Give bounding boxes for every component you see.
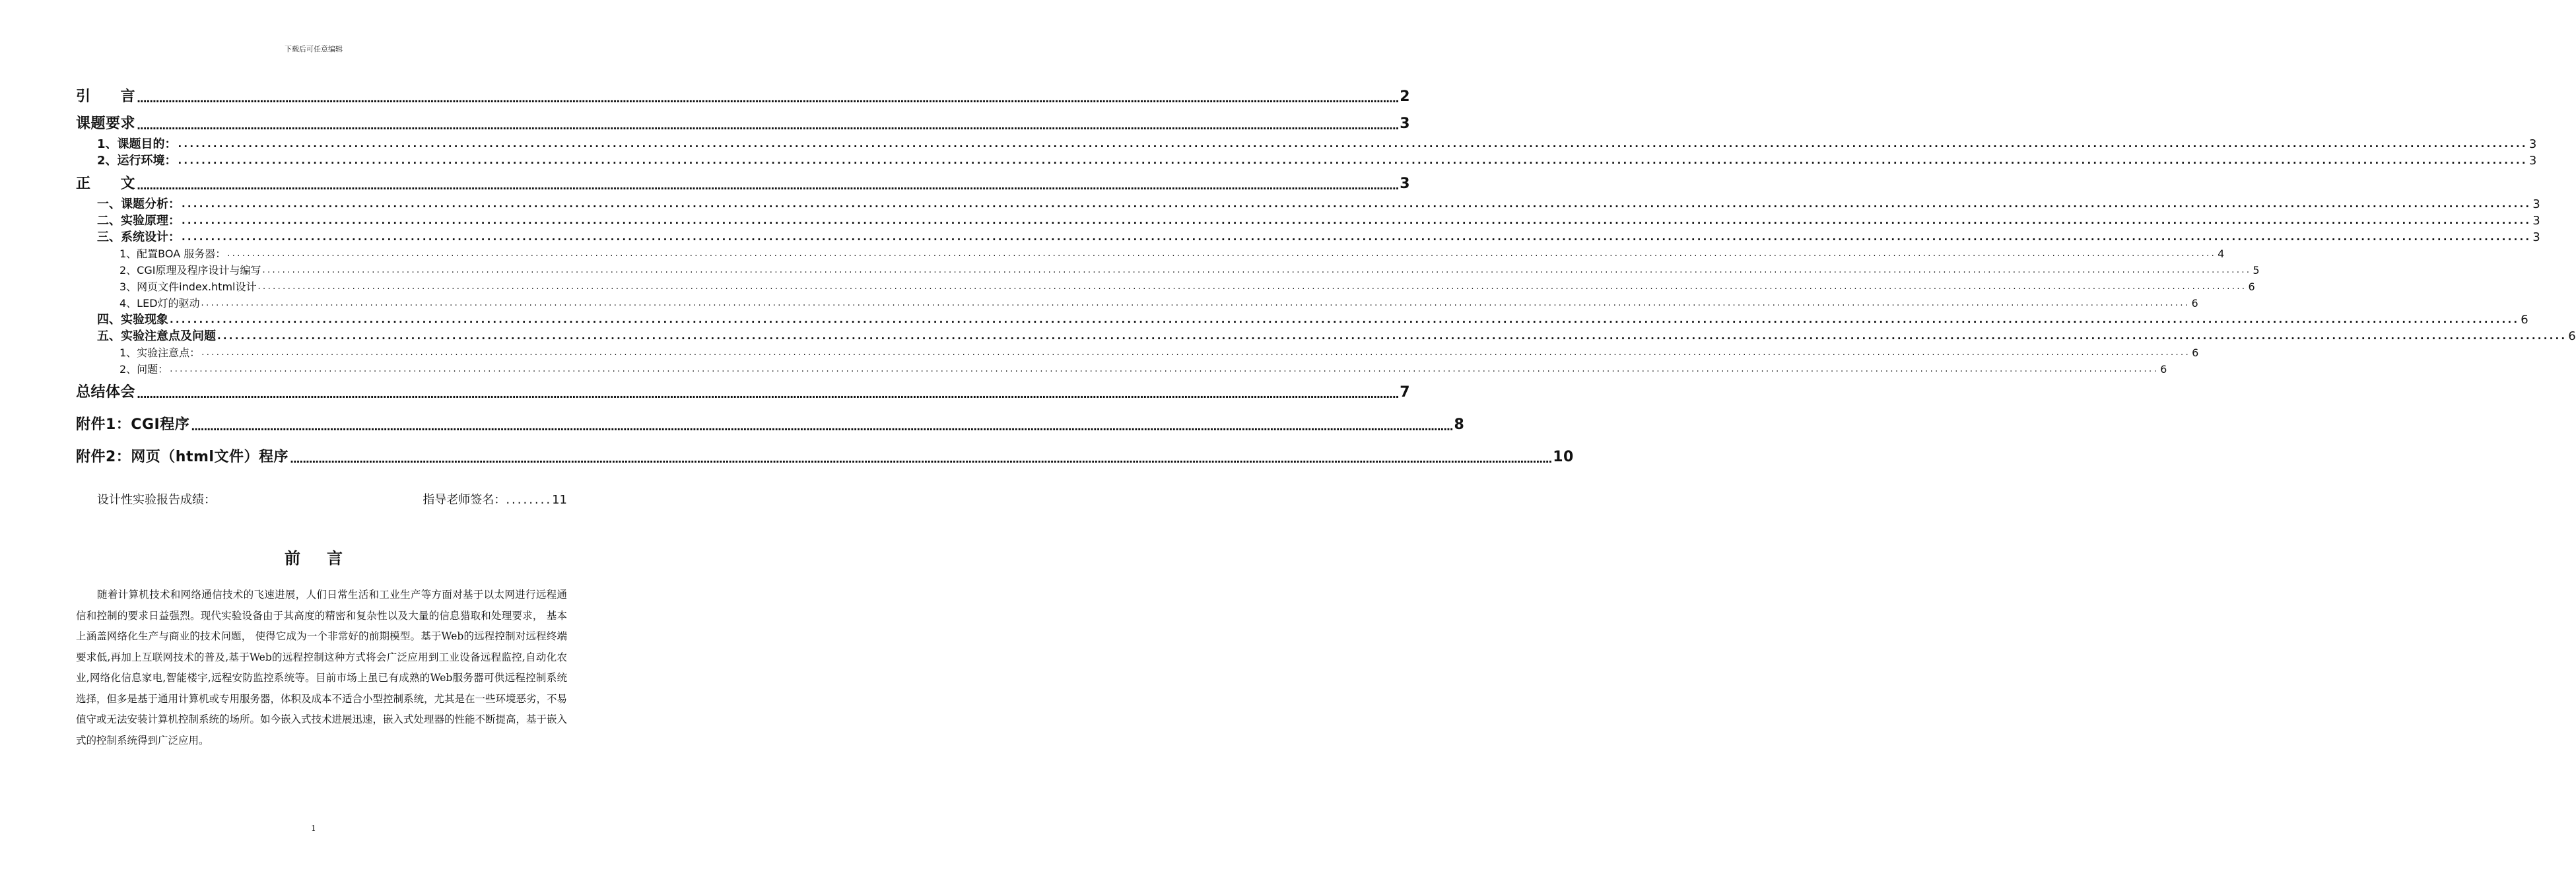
toc-entry-appendix-1[interactable] xyxy=(76,412,1465,437)
grade-signature-row xyxy=(97,491,567,509)
toc-leader: ................................................................................................................................................................................................................................................................................................................................................................................................................ xyxy=(201,348,2191,358)
toc-label: 引 言 xyxy=(76,88,136,105)
toc-label: 1、实验注意点： xyxy=(119,346,201,359)
body-paragraph: 随着计算机技术和网络通信技术的飞速进展，人们日常生活和工业生产等方面对基于以太网进行远程通信和控制的要求日益强烈。现代实验设备由于其高度的精密和复杂性以及大量的信息猎取和处理要求， 基本上涵盖网络化生产与商业的技术问题， 使得它成为一个非常好的前期模型。基于Web的远程控制对远程终端要求低,再加上互联网技术的普及,基于Web的远程控制这种方式将会广泛应用到工业设备远程监控,自动化农业,网络化信息家电,智能楼宇,远程安防监控系统等。目前市场上虽已有成熟的Web服务器可供远程控制系统选择，但多是基于通用计算机或专用服务器，体积及成本不适合小型控制系统，尤其是在一些环境恶劣，不易值守或无法安装计算机控制系统的场所。如今嵌入式技术进展迅速，嵌入式处理器的性能不断提高，基于嵌入式的控制系统得到广泛应用。 xyxy=(76,589,568,746)
toc-entry-appendix-2[interactable] xyxy=(76,445,1574,469)
header-note: 下载后可任意编辑 xyxy=(285,45,343,53)
signature-page: 11 xyxy=(552,493,567,507)
toc-leader: ................................................................................................................................................................................................................................................................................................................................................................................................................ xyxy=(137,92,1399,105)
toc-entry-analysis[interactable] xyxy=(76,196,2540,213)
toc-entry-system-design[interactable] xyxy=(76,229,2540,246)
toc-entry-preface[interactable] xyxy=(76,84,1411,109)
toc-page: 10 xyxy=(1553,449,1574,465)
toc-leader: ................................................................................................................................................................................................................................................................................................................................................................................................................ xyxy=(178,138,2528,150)
toc-page: 3 xyxy=(2528,154,2537,168)
toc-page: 6 xyxy=(2248,280,2255,293)
toc-leader: ................................................................................................................................................................................................................................................................................................................................................................................................................ xyxy=(182,214,2532,226)
toc-entry-issues[interactable] xyxy=(76,361,2167,378)
toc-label: 3、网页文件index.html设计 xyxy=(119,280,257,293)
toc-page: 8 xyxy=(1454,416,1465,433)
toc-leader: ................................................................................................................................................................................................................................................................................................................................................................................................................ xyxy=(227,249,2217,259)
toc-label: 四、实验现象 xyxy=(97,313,168,327)
toc-label: 三、系统设计： xyxy=(97,230,180,244)
toc-leader: ................................................................................................................................................................................................................................................................................................................................................................................................................ xyxy=(217,330,2567,342)
signature-entry[interactable] xyxy=(423,491,567,509)
toc-page: 2 xyxy=(1400,88,1411,105)
toc-label: 2、运行环境： xyxy=(97,154,177,168)
toc-page: 6 xyxy=(2521,313,2528,327)
toc-entry-summary[interactable] xyxy=(76,380,1411,405)
section-title: 前言 xyxy=(285,549,369,568)
toc-leader: ................................................................................................................................................................................................................................................................................................................................................................................................................ xyxy=(137,119,1399,132)
toc-page: 3 xyxy=(2532,197,2540,211)
toc-leader: ................................................................................................................................................................................................................................................................................................................................................................................................................ xyxy=(182,198,2532,210)
toc-label: 1、课题目的： xyxy=(97,137,177,151)
toc-label: 附件2：网页（html文件）程序 xyxy=(76,449,288,465)
toc-entry-notes[interactable] xyxy=(76,345,2199,361)
toc-leader: ................................................................................................................................................................................................................................................................................................................................................................................................................ xyxy=(191,420,1453,433)
toc-label: 1、配置BOA 服务器： xyxy=(119,247,226,260)
toc-page: 3 xyxy=(2532,214,2540,228)
toc-leader: ................................................................................................................................................................................................................................................................................................................................................................................................................ xyxy=(257,282,2247,292)
toc-entry-main-text[interactable] xyxy=(76,172,1411,196)
toc-label: 一、课题分析： xyxy=(97,197,180,211)
toc-leader: ................................................................................................................................................................................................................................................................................................................................................................................................................ xyxy=(262,265,2252,275)
toc-page: 4 xyxy=(2218,247,2225,260)
toc-label: 总结体会 xyxy=(76,384,136,401)
toc-entry-index-html[interactable] xyxy=(76,279,2255,295)
toc-leader: ................................................................................................................................................................................................................................................................................................................................................................................................................ xyxy=(182,231,2532,243)
toc-leader: ................................................................................................................................................................................................................................................................................................................................................................................................................ xyxy=(201,298,2190,308)
toc-leader: ................................................................................................................................................................................................................................................................................................................................................................................................................ xyxy=(137,388,1399,401)
toc-label: 五、实验注意点及问题 xyxy=(97,329,216,343)
table-of-contents xyxy=(76,84,2576,469)
page-number: 1 xyxy=(311,824,316,833)
toc-page: 5 xyxy=(2253,264,2260,277)
toc-label: 正 文 xyxy=(76,176,136,192)
toc-entry-boa[interactable] xyxy=(76,246,2225,262)
toc-page: 6 xyxy=(2160,363,2167,376)
toc-page: 3 xyxy=(1400,115,1411,132)
toc-label: 2、问题： xyxy=(119,363,169,376)
toc-leader: ................................................................................................................................................................................................................................................................................................................................................................................................................ xyxy=(170,364,2159,374)
grade-label: 设计性实验报告成绩： xyxy=(97,493,216,507)
toc-entry-requirements[interactable] xyxy=(76,112,1411,136)
toc-page: 6 xyxy=(2568,329,2576,343)
toc-page: 3 xyxy=(2532,230,2540,244)
toc-entry-purpose[interactable] xyxy=(76,136,2537,152)
toc-entry-notes-issues[interactable] xyxy=(76,328,2576,345)
toc-page: 3 xyxy=(2528,137,2537,151)
toc-entry-led-driver[interactable] xyxy=(76,295,2198,312)
toc-entry-cgi[interactable] xyxy=(76,262,2260,279)
toc-label: 4、LED灯的驱动 xyxy=(119,297,200,310)
toc-page: 6 xyxy=(2192,346,2199,359)
toc-page: 6 xyxy=(2191,297,2198,310)
toc-leader: ................................................................................................................................................................................................................................................................................................................................................................................................................ xyxy=(137,180,1399,192)
toc-label: 课题要求 xyxy=(76,115,136,132)
toc-entry-phenomena[interactable] xyxy=(76,312,2528,328)
toc-entry-environment[interactable] xyxy=(76,152,2537,169)
toc-leader: ................................................................................................................................................................................................................................................................................................................................................................................................................ xyxy=(178,154,2528,166)
toc-label: 二、实验原理： xyxy=(97,214,180,228)
signature-leader: ........ xyxy=(506,493,553,507)
toc-page: 3 xyxy=(1400,176,1411,192)
toc-label: 附件1：CGI程序 xyxy=(76,416,190,433)
toc-page: 7 xyxy=(1400,384,1411,401)
signature-label: 指导老师签名： xyxy=(423,493,506,507)
toc-leader: ................................................................................................................................................................................................................................................................................................................................................................................................................ xyxy=(170,313,2520,325)
toc-entry-principle[interactable] xyxy=(76,213,2540,229)
toc-label: 2、CGI原理及程序设计与编写 xyxy=(119,264,261,277)
toc-leader: ................................................................................................................................................................................................................................................................................................................................................................................................................ xyxy=(289,453,1552,465)
